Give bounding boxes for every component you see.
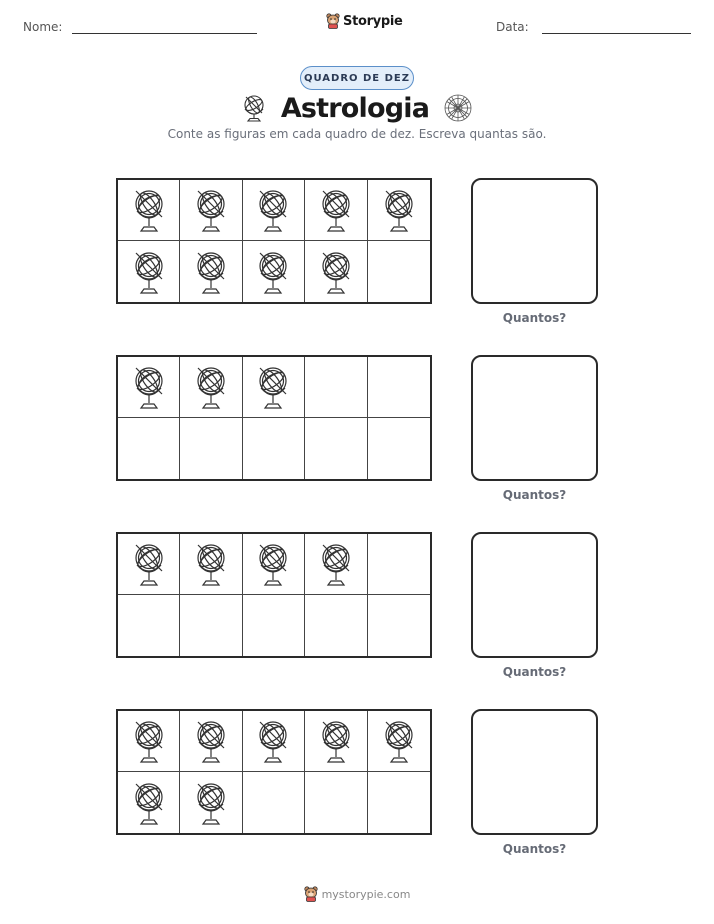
armillary-sphere-icon xyxy=(132,716,166,766)
ten-frame-cell-filled xyxy=(180,180,242,241)
ten-frame-cell-empty xyxy=(368,772,430,833)
ten-frame-cell-filled xyxy=(305,180,367,241)
ten-frame-cell-filled xyxy=(305,711,367,772)
armillary-sphere-icon xyxy=(319,716,353,766)
ten-frame-cell-filled xyxy=(180,711,242,772)
armillary-sphere-icon xyxy=(382,185,416,235)
answer-label: Quantos? xyxy=(502,842,567,856)
armillary-sphere-icon xyxy=(132,778,166,828)
ten-frame-cell-empty xyxy=(243,595,305,656)
title-row xyxy=(0,90,714,126)
ten-frame-cell-empty xyxy=(305,772,367,833)
ten-frame xyxy=(116,178,432,304)
ten-frame-cell-empty xyxy=(368,534,430,595)
brand-logo xyxy=(326,13,403,29)
armillary-sphere-icon xyxy=(256,362,290,412)
armillary-sphere-icon xyxy=(132,362,166,412)
ten-frame-cell-empty xyxy=(118,595,180,656)
date-label: Data: xyxy=(496,20,529,34)
ten-frame-cell-filled xyxy=(305,241,367,302)
brand-name: Storypie xyxy=(343,13,403,29)
name-line[interactable] xyxy=(72,33,257,34)
ten-frame-cell-empty xyxy=(305,595,367,656)
armillary-sphere-icon xyxy=(319,247,353,297)
armillary-sphere-icon xyxy=(256,185,290,235)
armillary-sphere-icon xyxy=(194,778,228,828)
answer-box[interactable] xyxy=(471,532,598,658)
armillary-sphere-icon xyxy=(194,185,228,235)
armillary-sphere-icon xyxy=(256,716,290,766)
ten-frame-cell-filled xyxy=(180,534,242,595)
armillary-sphere-icon xyxy=(256,539,290,589)
answer-box[interactable] xyxy=(471,178,598,304)
answer-box[interactable] xyxy=(471,709,598,835)
worksheet-type-badge: QUADRO DE DEZ xyxy=(300,66,414,90)
armillary-sphere-icon xyxy=(194,716,228,766)
instructions: Conte as figuras em cada quadro de dez. Escreva quantas são. xyxy=(167,127,547,141)
ten-frame-cell-empty xyxy=(243,772,305,833)
ten-frame-cell-filled xyxy=(118,241,180,302)
ten-frame-cell-filled xyxy=(118,180,180,241)
armillary-sphere-icon xyxy=(382,716,416,766)
ten-frame-cell-filled xyxy=(243,241,305,302)
answer-box[interactable] xyxy=(471,355,598,481)
footer-url: mystorypie.com xyxy=(321,887,411,901)
ten-frame-cell-filled xyxy=(305,534,367,595)
ten-frame-cell-empty xyxy=(118,418,180,479)
armillary-sphere-icon xyxy=(194,247,228,297)
ten-frame-cell-filled xyxy=(243,357,305,418)
ten-frame-cell-filled xyxy=(180,772,242,833)
ten-frame-cell-filled xyxy=(243,180,305,241)
answer-label: Quantos? xyxy=(502,665,567,679)
ten-frame-cell-empty xyxy=(305,418,367,479)
armillary-sphere-icon xyxy=(256,247,290,297)
answer-label: Quantos? xyxy=(502,311,567,325)
ten-frame-cell-empty xyxy=(368,241,430,302)
ten-frame xyxy=(116,532,432,658)
ten-frame xyxy=(116,709,432,835)
ten-frame-cell-empty xyxy=(305,357,367,418)
bear-mascot-icon xyxy=(326,13,340,29)
armillary-sphere-icon xyxy=(194,362,228,412)
footer xyxy=(0,886,714,902)
ten-frame-cell-filled xyxy=(368,711,430,772)
answer-label: Quantos? xyxy=(502,488,567,502)
armillary-sphere-icon xyxy=(132,247,166,297)
ten-frame-cell-filled xyxy=(180,241,242,302)
zodiac-wheel-icon xyxy=(443,93,473,123)
ten-frame-cell-filled xyxy=(118,772,180,833)
armillary-sphere-icon xyxy=(319,185,353,235)
armillary-sphere-icon xyxy=(132,185,166,235)
armillary-sphere-icon xyxy=(132,539,166,589)
ten-frame-cell-empty xyxy=(368,595,430,656)
date-line[interactable] xyxy=(542,33,691,34)
ten-frame-cell-filled xyxy=(118,357,180,418)
armillary-sphere-icon xyxy=(319,539,353,589)
bear-mascot-icon xyxy=(304,886,318,902)
ten-frame xyxy=(116,355,432,481)
armillary-sphere-icon xyxy=(241,93,267,123)
ten-frame-cell-filled xyxy=(118,534,180,595)
page-title: Astrologia xyxy=(280,92,430,124)
name-label: Nome: xyxy=(23,20,63,34)
ten-frame-cell-filled xyxy=(243,711,305,772)
ten-frame-cell-empty xyxy=(368,357,430,418)
ten-frame-cell-filled xyxy=(243,534,305,595)
ten-frame-cell-empty xyxy=(180,595,242,656)
ten-frame-cell-empty xyxy=(243,418,305,479)
ten-frame-cell-empty xyxy=(180,418,242,479)
ten-frame-cell-filled xyxy=(368,180,430,241)
armillary-sphere-icon xyxy=(194,539,228,589)
ten-frame-cell-filled xyxy=(180,357,242,418)
ten-frame-cell-empty xyxy=(368,418,430,479)
ten-frame-cell-filled xyxy=(118,711,180,772)
